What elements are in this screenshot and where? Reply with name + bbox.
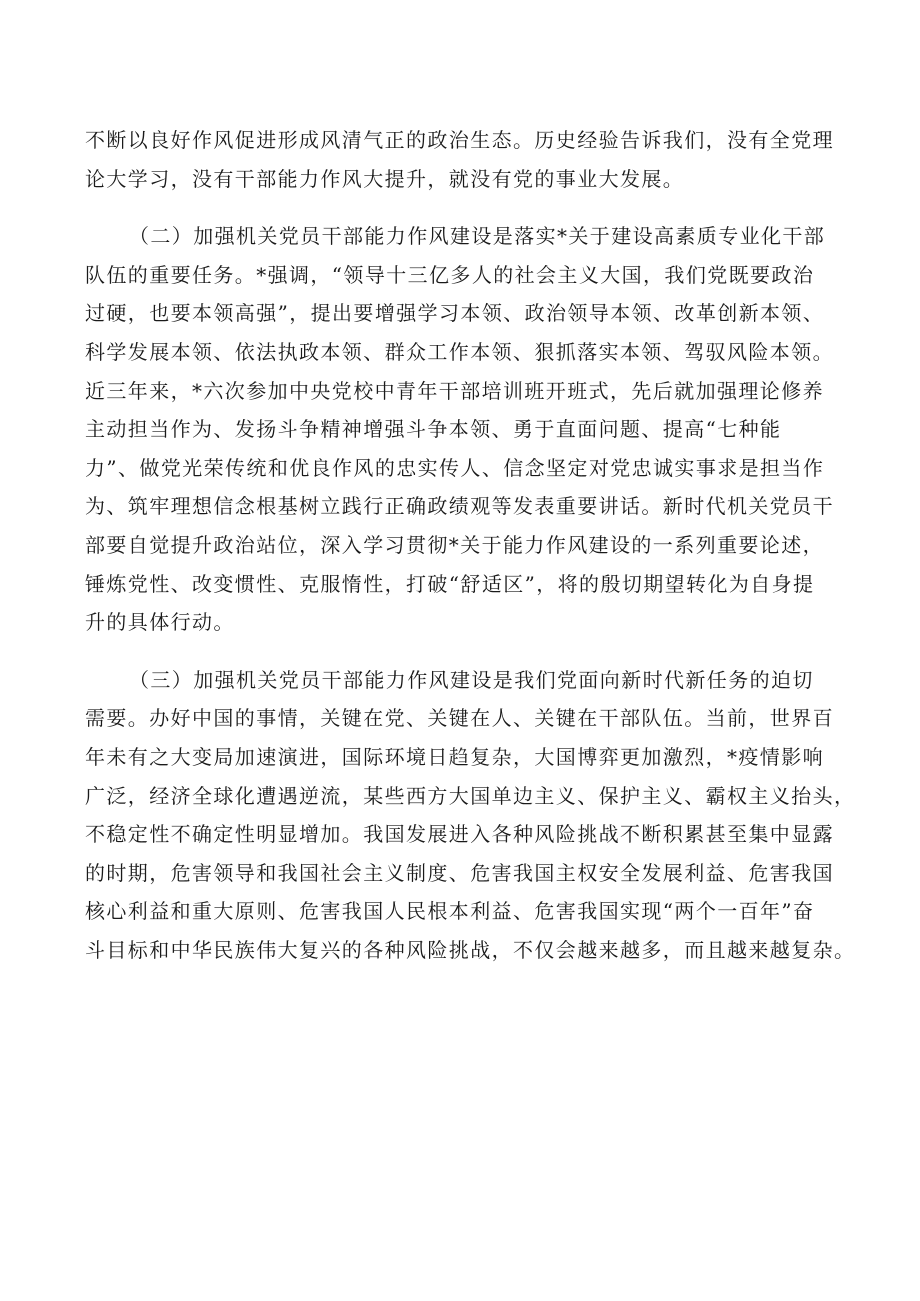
paragraph-line: 广泛，经济全球化遭遇逆流，某些西方大国单边主义、保护主义、霸权主义抬头， [85, 783, 856, 808]
paragraph-gap [85, 642, 855, 661]
paragraph-line: 锤炼党性、改变惯性、克服惰性，打破“舒适区”，将的殷切期望转化为自身提 [85, 571, 815, 596]
paragraph-line: 不稳定性不确定性明显增加。我国发展进入各种风险挑战不断积累甚至集中显露 [85, 822, 834, 847]
paragraph-line: 部要自觉提升政治站位，深入学习贯彻*关于能力作风建设的一系列重要论述， [85, 532, 824, 557]
paragraph-line: 科学发展本领、依法执政本领、群众工作本领、狠抓落实本领、驾驭风险本领。 [85, 339, 834, 364]
body-text [85, 121, 855, 969]
paragraph-3 [85, 661, 855, 970]
paragraph-line: 年未有之大变局加速演进，国际环境日趋复杂，大国博弈更加激烈，*疫情影响 [85, 744, 824, 769]
paragraph-gap [85, 198, 855, 217]
paragraph-line: 队伍的重要任务。*强调，“领导十三亿多人的社会主义大国，我们党既要政治 [85, 262, 815, 287]
paragraph-2 [85, 217, 855, 642]
paragraph-line: 力”、做党光荣传统和优良作风的忠实传人、信念坚定对党忠诚实事求是担当作 [85, 455, 825, 480]
paragraph-line: 的时期，危害领导和我国社会主义制度、危害我国主权安全发展利益、危害我国 [85, 860, 834, 885]
paragraph-line: 斗目标和中华民族伟大复兴的各种风险挑战，不仅会越来越多，而且越来越复杂。 [85, 937, 856, 962]
paragraph-line: 为、筑牢理想信念根基树立践行正确政绩观等发表重要讲话。新时代机关党员干 [85, 494, 834, 519]
paragraph-line: 升的具体行动。 [85, 610, 235, 635]
paragraph-line: 近三年来，*六次参加中央党校中青年干部培训班开班式，先后就加强理论修养 [85, 378, 824, 403]
paragraph-line: 不断以良好作风促进形成风清气正的政治生态。历史经验告诉我们，没有全党理 [85, 128, 834, 152]
paragraph-line: 主动担当作为、发扬斗争精神增强斗争本领、勇于直面问题、提高“七种能 [85, 417, 782, 442]
paragraph-line: （二）加强机关党员干部能力作风建设是落实*关于建设高素质专业化干部 [129, 224, 826, 249]
paragraph-line: 论大学习，没有干部能力作风大提升，就没有党的事业大发展。 [85, 166, 685, 191]
paragraph-line: （三）加强机关党员干部能力作风建设是我们党面向新时代新任务的迫切 [129, 667, 814, 692]
paragraph-line: 过硬，也要本领高强”，提出要增强学习本领、政治领导本领、改革创新本领、 [85, 301, 825, 326]
paragraph-1 [85, 121, 855, 198]
paragraph-line: 核心利益和重大原则、危害我国人民根本利益、危害我国实现“两个一百年”奋 [85, 899, 815, 924]
paragraph-line: 需要。办好中国的事情，关键在党、关键在人、关键在干部队伍。当前，世界百 [85, 706, 834, 731]
